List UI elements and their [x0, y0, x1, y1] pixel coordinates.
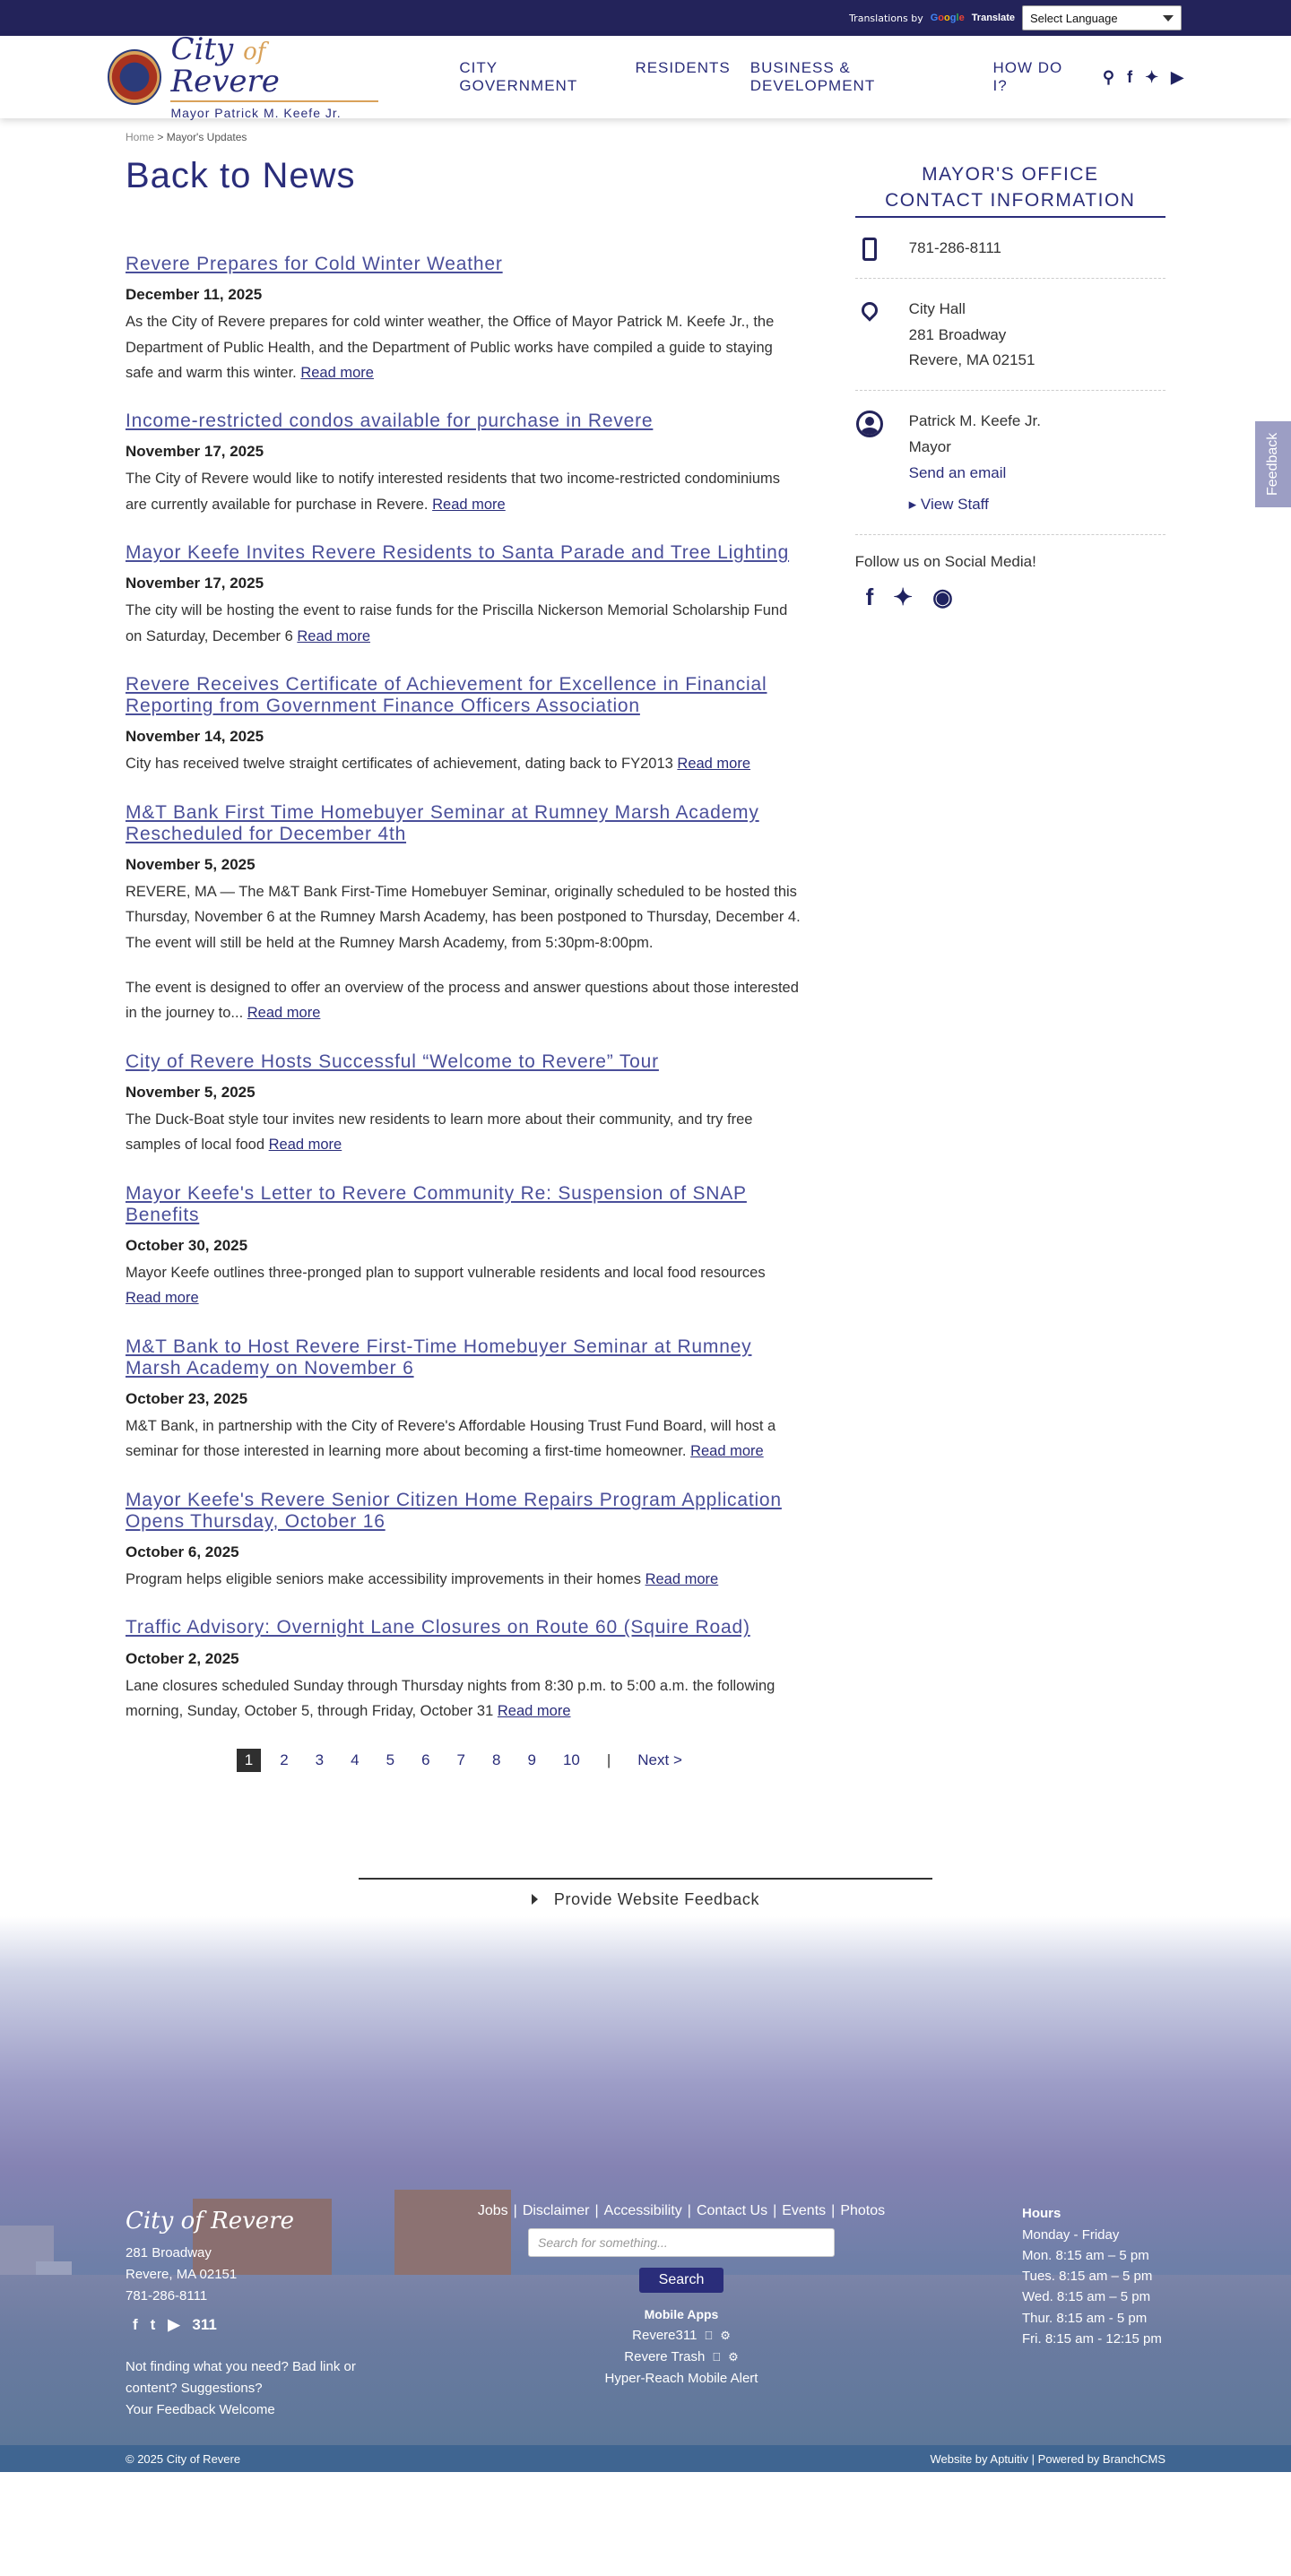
footer-brand: City of Revere — [126, 2208, 295, 2235]
read-more-link[interactable]: Read more — [690, 1443, 764, 1460]
article-title-link[interactable]: City of Revere Hosts Successful “Welcome to Revere” Tour — [126, 1050, 659, 1072]
footer-center — [466, 2203, 897, 2421]
map-pin-icon — [858, 298, 880, 321]
article-summary: Lane closures scheduled Sunday through Thursday nights from 8:30 p.m. to 5:00 a.m. the following morning, Sunday, October 5, through Friday, October 31 Read more — [126, 1677, 775, 1719]
user-icon — [856, 411, 883, 437]
footer-link-divider: | — [594, 2203, 599, 2219]
page-link-5[interactable]: 5 — [386, 1751, 395, 1769]
footer-content — [126, 2203, 1165, 2421]
sidebar-address: City Hall 281 Broadway Revere, MA 02151 — [908, 299, 1035, 369]
article-summary: REVERE, MA — The M&T Bank First-Time Homebuyer Seminar, originally scheduled to be hosted this Thursday, November 6 at the Rumney Marsh Academy, has been postponed to Thursday, December 4. The event will still be held at the Rumney Marsh Academy, from 5:30pm-8:00pm. The event is designed to offer an overview of the process and answer questions about those interested in the journey to... Read more — [126, 883, 801, 1022]
footer-link-photos[interactable]: Photos — [840, 2203, 886, 2219]
sidebar-contact-row — [855, 409, 1165, 535]
pagination-separator: | — [606, 1751, 611, 1769]
read-more-link[interactable]: Read more — [677, 756, 751, 773]
article-list — [126, 254, 801, 1724]
feedback-tab[interactable]: Feedback — [1255, 421, 1291, 507]
site-logo[interactable] — [108, 31, 378, 120]
article-date: October 23, 2025 — [126, 1390, 248, 1408]
article-summary: The Duck-Boat style tour invites new residents to learn more about their community, and try free samples of local food Read more — [126, 1111, 753, 1154]
footer-link-disclaimer[interactable]: Disclaimer — [522, 2203, 590, 2219]
article-summary: Program helps eligible seniors make accessibility improvements in their homes Read more — [126, 1571, 719, 1588]
translate-label: Translate — [971, 13, 1015, 23]
news-article — [126, 674, 801, 777]
twitter-icon[interactable]: ✦ — [893, 583, 914, 610]
page-link-3[interactable]: 3 — [315, 1751, 325, 1769]
android-icon: ⚙ — [717, 2329, 728, 2343]
social-title: Follow us on Social Media! — [854, 552, 1036, 570]
logo-title: City of Revere — [170, 34, 378, 101]
footer-link-divider: | — [831, 2203, 836, 2219]
apple-icon — [715, 2350, 718, 2364]
caret-right-icon — [532, 1894, 538, 1905]
nav-how-do-i[interactable]: HOW DO I? — [992, 59, 1063, 94]
article-summary: The city will be hosting the event to raise funds for the Priscilla Nickerson Memorial Scholarship Fund on Saturday, December 6 Read more — [126, 602, 788, 644]
article-date: November 14, 2025 — [126, 728, 264, 746]
nav-business-development[interactable]: BUSINESS & DEVELOPMENT — [749, 59, 876, 94]
read-more-link[interactable]: Read more — [497, 1702, 571, 1719]
youtube-icon[interactable]: ▶ — [168, 2315, 180, 2333]
nav-city-government[interactable]: CITY GOVERNMENT — [459, 59, 578, 94]
article-date: November 17, 2025 — [126, 443, 264, 461]
article-date: October 2, 2025 — [126, 1649, 239, 1667]
sidebar-phone-row — [855, 236, 1165, 279]
translate-bar — [0, 0, 1291, 36]
copyright: © 2025 City of Revere — [126, 2451, 241, 2466]
page-link-7[interactable]: 7 — [456, 1751, 465, 1769]
article-title-link[interactable]: Income-restricted condos available for purchase in Revere — [126, 411, 654, 432]
page-link-9[interactable]: 9 — [527, 1751, 536, 1769]
revere311-icon[interactable]: 311 — [192, 2315, 217, 2333]
news-article — [126, 1051, 801, 1158]
news-article — [126, 802, 801, 1026]
article-summary: Mayor Keefe outlines three-pronged plan to support vulnerable residents and local food resources Read more — [126, 1265, 766, 1307]
app-revere311[interactable]: Revere311 ⚙ — [466, 2325, 897, 2347]
news-article — [126, 1617, 801, 1724]
article-date: November 5, 2025 — [126, 1084, 256, 1101]
footer-link-divider: | — [773, 2203, 777, 2219]
footer-social — [133, 2312, 394, 2337]
footer-contact: City of Revere 281 Broadway Revere, MA 02151 781-286-8111 f t ▶ 311 Not finding what you need? Bad link or content? Suggestions? Your Feedback Welcome — [126, 2203, 394, 2421]
language-select[interactable] — [1022, 5, 1182, 30]
footer-link-contact-us[interactable]: Contact Us — [696, 2203, 768, 2219]
copyright-bar — [0, 2445, 1291, 2472]
article-date: October 30, 2025 — [126, 1237, 248, 1255]
article-title-link[interactable]: Mayor Keefe Invites Revere Residents to Santa Parade and Tree Lighting — [126, 542, 790, 564]
page-title: Back to News — [126, 156, 356, 195]
article-title-link[interactable]: M&T Bank First Time Homebuyer Seminar at Rumney Marsh Academy Rescheduled for December 4th — [126, 801, 759, 844]
contact-name: Patrick M. Keefe Jr. — [908, 412, 1042, 430]
search-icon[interactable]: ⚲ — [1102, 67, 1115, 86]
footer-links — [466, 2203, 897, 2219]
twitter-icon[interactable]: ✦ — [1145, 67, 1159, 86]
mobile-apps-title: Mobile Apps — [644, 2307, 719, 2322]
view-staff-toggle[interactable]: ▸ View Staff — [908, 496, 989, 514]
header-icons — [1103, 68, 1183, 87]
footer-search-input[interactable]: Search for something... — [528, 2228, 835, 2257]
read-more-link[interactable]: Read more — [126, 1290, 199, 1307]
footer-feedback-text: Not finding what you need? Bad link or content? Suggestions? — [126, 2359, 356, 2397]
language-select-value: Select Language — [1030, 11, 1118, 25]
footer-link-jobs[interactable]: Jobs — [477, 2203, 508, 2219]
news-article — [126, 411, 801, 517]
caret-right-icon: ▸ — [908, 496, 917, 514]
article-date: December 11, 2025 — [126, 286, 263, 304]
read-more-link[interactable]: Read more — [297, 627, 371, 644]
contact-role: Mayor — [908, 438, 951, 456]
android-icon: ⚙ — [725, 2350, 736, 2364]
article-title-link[interactable]: Revere Prepares for Cold Winter Weather — [126, 254, 503, 274]
site-credits[interactable]: Website by Aptuitiv | Powered by BranchCMS — [930, 2451, 1165, 2466]
google-logo: Google — [930, 13, 965, 23]
page-link-6[interactable]: 6 — [421, 1751, 430, 1769]
main-nav — [459, 59, 1079, 95]
article-title-link[interactable]: Traffic Advisory: Overnight Lane Closures on Route 60 (Squire Road) — [126, 1617, 750, 1638]
chevron-down-icon — [1163, 15, 1174, 22]
article-title-link[interactable]: Revere Receives Certificate of Achievement for Excellence in Financial Reporting from Government Finance Officers Association — [126, 674, 767, 717]
news-article — [126, 542, 801, 649]
article-summary: As the City of Revere prepares for cold winter weather, the Office of Mayor Patrick M. Keefe Jr., the Department of Public Health, and the Department of Public works have compiled a guide to staying safe and warm this winter. Read more — [126, 314, 775, 381]
translations-by-label: Translations by — [849, 12, 923, 24]
news-content — [126, 131, 801, 1772]
article-summary: The City of Revere would like to notify interested residents that two income-restricted condominiums are currently available for purchase in Revere. Read more — [126, 471, 780, 513]
sidebar-address-row — [855, 297, 1165, 392]
twitter-icon[interactable]: t — [150, 2315, 156, 2333]
footer-link-divider: | — [687, 2203, 691, 2219]
footer-hours: Hours Monday - Friday Mon. 8:15 am – 5 pm Tues. 8:15 am – 5 pm Wed. 8:15 am – 5 pm Thur. 8:15 am - 5 pm Fri. 8:15 am - 12:15 pm — [1022, 2206, 1162, 2347]
page-link-4[interactable]: 4 — [351, 1751, 360, 1769]
article-title-link[interactable]: M&T Bank to Host Revere First-Time Homebuyer Seminar at Rumney Marsh Academy on November 6 — [126, 1336, 752, 1379]
sidebar-title: MAYOR'S OFFICE CONTACT INFORMATION — [855, 161, 1165, 218]
read-more-link[interactable]: Read more — [268, 1137, 342, 1154]
page-link-10[interactable]: 10 — [562, 1751, 580, 1769]
facebook-icon[interactable]: f — [865, 583, 874, 610]
news-article — [126, 1490, 801, 1593]
news-article — [126, 1183, 801, 1311]
send-email-link[interactable]: Send an email — [908, 464, 1007, 482]
news-article — [126, 254, 801, 385]
footer-link-accessibility[interactable]: Accessibility — [603, 2203, 682, 2219]
facebook-icon[interactable]: f — [1127, 67, 1133, 86]
facebook-icon[interactable]: f — [133, 2315, 138, 2333]
article-summary: City has received twelve straight certificates of achievement, dating back to FY2013 Read more — [126, 756, 751, 773]
read-more-link[interactable]: Read more — [432, 496, 506, 513]
article-date: November 17, 2025 — [126, 575, 264, 592]
contact-sidebar — [855, 131, 1165, 1772]
breadcrumb-current: Mayor's Updates — [166, 131, 247, 143]
footer-link-events[interactable]: Events — [782, 2203, 827, 2219]
article-title-link[interactable]: Mayor Keefe's Letter to Revere Community Re: Suspension of SNAP Benefits — [126, 1182, 747, 1225]
apple-icon — [706, 2329, 711, 2343]
article-date: November 5, 2025 — [126, 855, 256, 873]
news-article — [126, 1336, 801, 1465]
article-title-link[interactable]: Mayor Keefe's Revere Senior Citizen Home Repairs Program Application Opens Thursday, October 16 — [126, 1489, 782, 1532]
next-page-link[interactable]: Next > — [637, 1751, 682, 1769]
read-more-link[interactable]: Read more — [247, 1005, 321, 1022]
footer-link-divider: | — [513, 2203, 517, 2219]
footer-search-button[interactable]: Search — [639, 2268, 724, 2293]
page-link-1[interactable]: 1 — [237, 1749, 261, 1772]
read-more-link[interactable]: Read more — [645, 1571, 719, 1588]
site-header — [0, 31, 1291, 120]
logo-subtitle: Mayor Patrick M. Keefe Jr. — [170, 105, 342, 120]
instagram-icon[interactable]: ◉ — [932, 583, 953, 610]
youtube-icon[interactable]: ▶ — [1171, 67, 1183, 86]
article-date: October 6, 2025 — [126, 1543, 239, 1561]
page-link-8[interactable]: 8 — [492, 1751, 501, 1769]
website-feedback[interactable]: Provide Website Feedback — [359, 1878, 932, 1909]
app-hyper-reach[interactable]: Hyper-Reach Mobile Alert — [604, 2371, 758, 2387]
app-revere-trash[interactable]: Revere Trash ⚙ — [466, 2347, 897, 2368]
sidebar-phone[interactable]: 781-286-8111 — [908, 238, 1001, 256]
main-area — [0, 118, 1291, 1772]
breadcrumb: Home > Mayor's Updates — [126, 131, 247, 143]
read-more-link[interactable]: Read more — [300, 364, 374, 381]
city-seal-icon — [108, 49, 161, 105]
sidebar-contact — [909, 409, 1041, 518]
article-summary: M&T Bank, in partnership with the City of Revere's Affordable Housing Trust Fund Board, will host a seminar for those interested in learning more about becoming a first-time homeowner. Read more — [126, 1418, 776, 1460]
site-footer — [0, 1916, 1291, 2472]
page-link-2[interactable]: 2 — [280, 1751, 289, 1769]
phone-icon — [862, 238, 877, 261]
breadcrumb-home[interactable]: Home — [126, 131, 155, 143]
nav-residents[interactable]: RESIDENTS — [635, 59, 731, 76]
footer-feedback-link[interactable]: Your Feedback Welcome — [126, 2402, 275, 2418]
sidebar-social-icons — [855, 583, 1165, 611]
pagination — [126, 1749, 801, 1772]
